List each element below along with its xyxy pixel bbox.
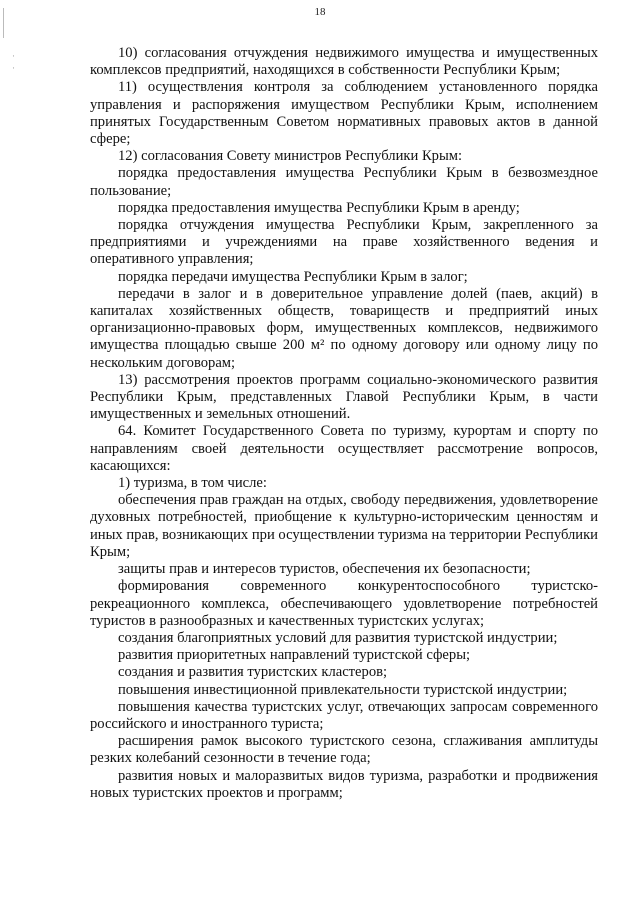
paragraph: формирования современного конкурентоспособного туристско-рекреационного комплекса, обеспечивающего удовлетворение потребностей туристов в разнообразных и качественных туристских услугах;: [90, 578, 598, 629]
paragraph: 64. Комитет Государственного Совета по туризму, курортам и спорту по направлениям своей деятельности осуществляет рассмотрение вопросов, касающихся:: [90, 423, 598, 474]
paragraph: создания и развития туристских кластеров;: [118, 664, 388, 681]
paragraph: 10) согласования отчуждения недвижимого имущества и имущественных комплексов предприятий, находящихся в собственности Республики Крым;: [90, 45, 598, 79]
paragraph: 13) рассмотрения проектов программ социально-экономического развития Республики Крым, представленных Главой Республики Крым, в части имущественных и земельных отношений.: [90, 371, 598, 423]
paragraph: создания благоприятных условий для развития туристской индустрии;: [118, 629, 558, 646]
paragraph: 12) согласования Совету министров Республики Крым:: [118, 148, 463, 165]
paragraph: развития приоритетных направлений туристской сферы;: [118, 647, 471, 664]
paragraph: развития новых и малоразвитых видов туризма, разработки и продвижения новых туристских проектов и программ;: [90, 767, 598, 801]
paragraph: 1) туризма, в том числе:: [118, 475, 267, 492]
paragraph: порядка передачи имущества Республики Крым в залог;: [118, 268, 468, 285]
paragraph: защиты прав и интересов туристов, обеспечения их безопасности;: [118, 561, 531, 578]
paragraph: повышения качества туристских услуг, отвечающих запросам современного российского и иностранного туриста;: [90, 698, 598, 732]
document-body: [90, 45, 598, 802]
paragraph: передачи в залог и в доверительное управление долей (паев, акций) в капиталах хозяйственных обществ, товариществ и предприятий иных организационно-правовых форм, имущественных комплексов, недвижимого имущества площадью свыше 200 м² по одному договору или одному лицу по нескольким договорам;: [90, 285, 598, 371]
paragraph: 11) осуществления контроля за соблюдением установленного порядка управления и распоряжения имуществом Республики Крым, исполнением принятых Государственным Советом нормативных правовых актов в данной сфере;: [90, 79, 598, 148]
paragraph: расширения рамок высокого туристского сезона, сглаживания амплитуды резких колебаний сезонности в течение года;: [90, 733, 598, 767]
paragraph: порядка предоставления имущества Республики Крым в безвозмездное пользование;: [90, 165, 598, 199]
paragraph: порядка предоставления имущества Республики Крым в аренду;: [118, 199, 520, 216]
paragraph: повышения инвестиционной привлекательности туристской индустрии;: [118, 681, 568, 698]
paragraph: порядка отчуждения имущества Республики Крым, закрепленного за предприятиями и учреждениями на праве хозяйственного ведения и оперативного управления;: [90, 217, 598, 268]
scan-margin-mark: ·: [12, 51, 15, 61]
page-number: 18: [314, 6, 326, 18]
paragraph: обеспечения прав граждан на отдых, свободу передвижения, удовлетворение духовных потребностей, приобщение к культурно-историческим ценностям и иных прав, возникающих при осуществлении туризма на территории Республики Крым;: [90, 492, 598, 560]
scan-margin-mark: ·: [12, 63, 15, 73]
